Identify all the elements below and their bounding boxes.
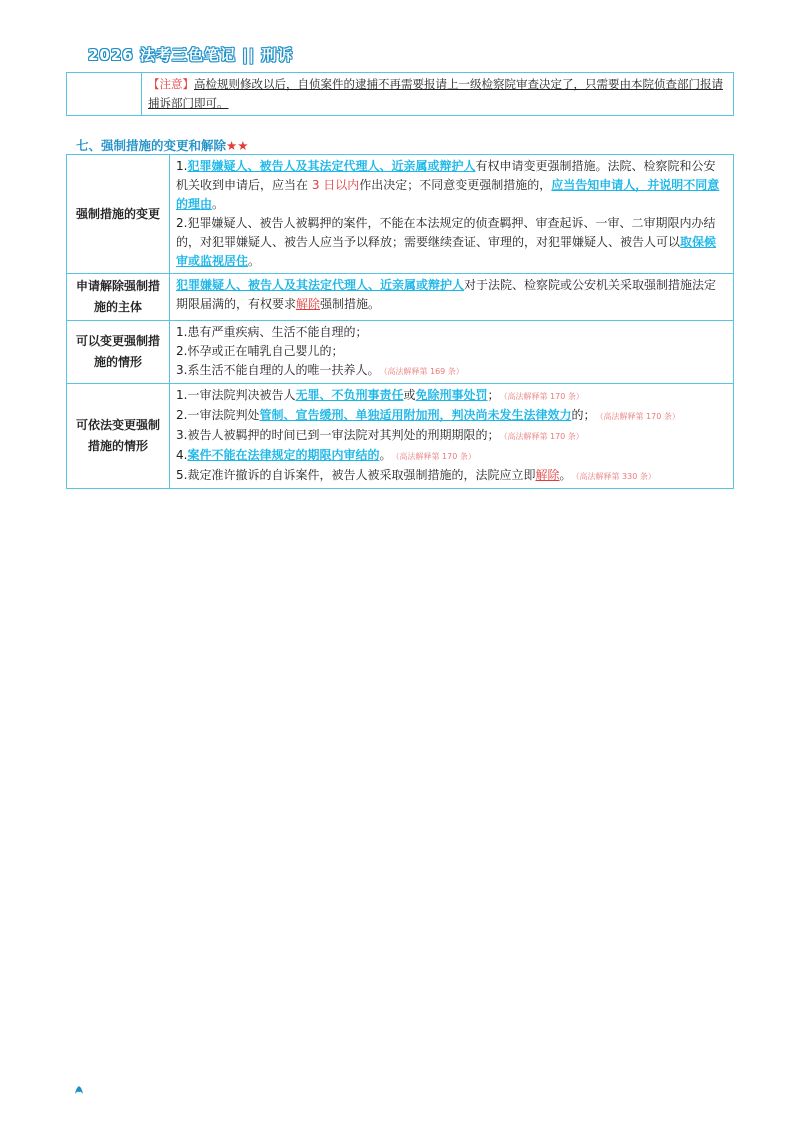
highlight-notify-reason: 应当告知申请人，并说明不同意的理由: [176, 178, 720, 211]
row-label-lawful-change: 可依法变更强制措施的情形: [67, 384, 170, 489]
row-content-change: [170, 155, 734, 274]
highlight-applicants: 犯罪嫌疑人、被告人及其法定代理人、近亲属或辩护人: [176, 278, 465, 292]
citation: （高法解释第 169 条）: [383, 367, 464, 376]
list-item: 5.裁定准许撤诉的自诉案件，被告人被采取强制措施的，法院应立即解除。 （高法解释第 330 条）: [176, 468, 656, 482]
note-text: 高检规则修改以后，自侦案件的逮捕不再需要报请上一级检察院审查决定了，只需要由本院侦查部门报请捕诉部门即可。: [148, 77, 723, 110]
highlight-bail-surveillance: 取保候审或监视居住: [176, 235, 717, 268]
list-item: 1.患有严重疾病、生活不能自理的；: [176, 325, 368, 339]
list-item: 4.案件不能在法律规定的期限内审结的。 （高法解释第 170 条）: [176, 448, 476, 462]
list-item: 3.被告人被羁押的时间已到一审法院对其判处的刑期期限的； （高法解释第 170 条）: [176, 428, 584, 442]
table-row: [67, 384, 734, 489]
importance-stars: ★★: [226, 138, 249, 153]
row-label-may-change: 可以变更强制措施的情形: [67, 321, 170, 384]
logo-mark-icon: [74, 1085, 84, 1095]
release-keyword: 解除: [296, 297, 321, 311]
measures-table: [66, 154, 734, 489]
paragraph-1: 1.犯罪嫌疑人、被告人及其法定代理人、近亲属或辩护人有权申请变更强制措施。法院、检察院和公安机关收到申请后，应当在 3 日以内作出决定；不同意变更强制措施的，应当告知申请人，并说明不同意的理由。: [176, 159, 720, 211]
citation: （高法解释第 170 条）: [503, 392, 584, 401]
paragraph-2: 2.犯罪嫌疑人、被告人被羁押的案件，不能在本法规定的侦查羁押、审查起诉、一审、二审期限内办结的，对犯罪嫌疑人、被告人应当予以释放；需要继续查证、审理的，对犯罪嫌疑人、被告人可以取保候审或监视居住。: [176, 216, 717, 268]
row-content-may-change: [170, 321, 734, 384]
highlight-applicants: 犯罪嫌疑人、被告人及其法定代理人、近亲属或辩护人: [187, 159, 476, 173]
note-row: [67, 73, 734, 116]
section-heading: [76, 136, 248, 154]
citation: （高法解释第 170 条）: [503, 432, 584, 441]
row-label-change: 强制措施的变更: [67, 155, 170, 274]
list-item: 2.一审法院判处管制、宣告缓刑、单独适用附加刑，判决尚未发生法律效力的； （高法解释第 170 条）: [176, 408, 680, 422]
page-header-title: 2026 法考三色笔记 || 刑诉: [88, 46, 294, 64]
row-content-lawful-change: [170, 384, 734, 489]
table-row: [67, 321, 734, 384]
deadline-3-days: 3 日以内: [308, 178, 360, 192]
table-row: [67, 155, 734, 274]
list-item: 2.怀孕或正在哺乳自己婴儿的；: [176, 344, 344, 358]
citation: （高法解释第 330 条）: [575, 472, 656, 481]
release-keyword: 解除: [535, 468, 560, 482]
section-heading-text: 七、强制措施的变更和解除: [76, 138, 227, 153]
row-label-release-subject: 申请解除强制措施的主体: [67, 274, 170, 321]
table-row: [67, 274, 734, 321]
list-item: 1.一审法院判决被告人无罪、不负刑事责任或免除刑事处罚； （高法解释第 170 条）: [176, 388, 584, 402]
note-row-content: [142, 73, 734, 116]
warn-label: 【注意】: [148, 77, 194, 91]
note-table: [66, 72, 734, 116]
row-content-release-subject: 犯罪嫌疑人、被告人及其法定代理人、近亲属或辩护人对于法院、检察院或公安机关采取强制措施法定期限届满的，有权要求解除强制措施。: [170, 274, 734, 321]
citation: （高法解释第 170 条）: [599, 412, 680, 421]
list-item: 3.系生活不能自理的人的唯一扶养人。 （高法解释第 169 条）: [176, 363, 464, 377]
note-row-label-cell: [67, 73, 142, 116]
citation: （高法解释第 170 条）: [395, 452, 476, 461]
